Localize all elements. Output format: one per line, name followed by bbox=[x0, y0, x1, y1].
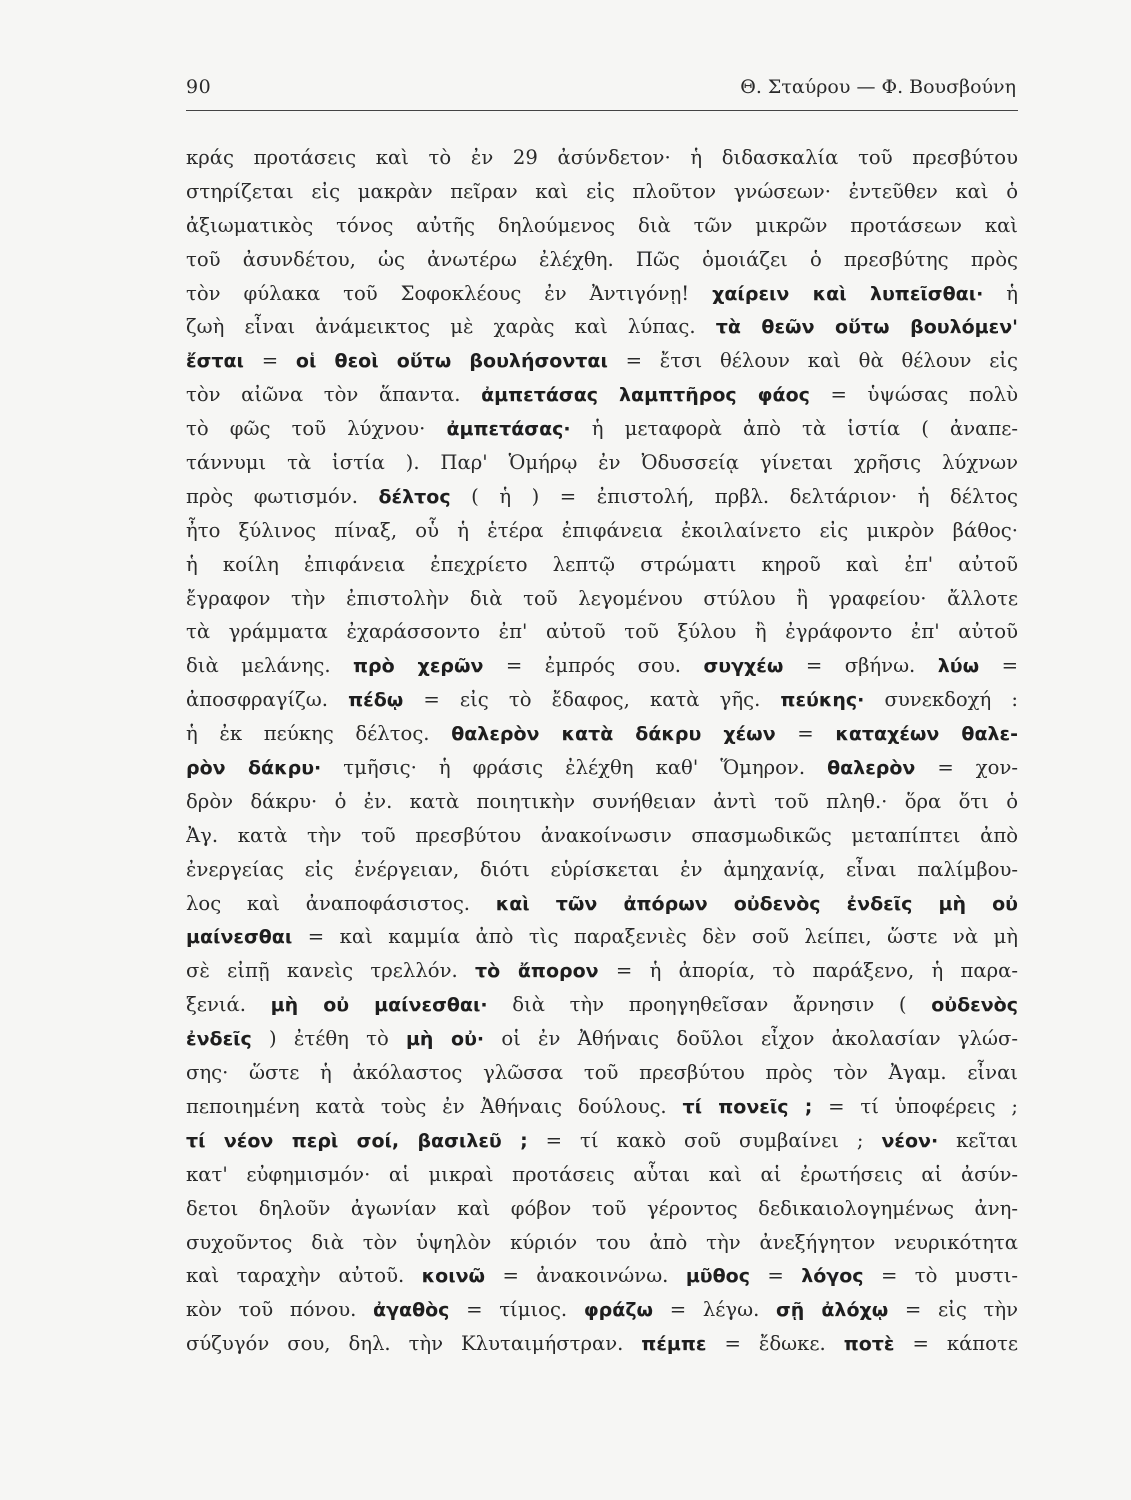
text-run: = bbox=[775, 722, 836, 746]
header-rule bbox=[186, 110, 1018, 111]
text-run: διὰ μελάνης. bbox=[186, 654, 354, 678]
lemma-term: μὴ οὐ μαίνεσθαι· bbox=[270, 994, 488, 1017]
text-run: = ἔδωκε. bbox=[706, 1332, 844, 1356]
text-run: τοῦ ἀσυνδέτου, ὡς ἀνωτέρω ἐλέχθη. Πῶς ὁμοιάζει ὁ πρεσβύτης πρὸς bbox=[186, 247, 1018, 271]
text-run: = ἐμπρός σου. bbox=[483, 654, 704, 678]
text-run: = λέγω. bbox=[653, 1298, 776, 1322]
text-run: = σβήνω. bbox=[783, 654, 938, 678]
text-run: = bbox=[750, 1264, 802, 1288]
text-run: ἡ ἐκ πεύκης δέλτος. bbox=[186, 722, 452, 746]
text-run: = τί κακὸ σοῦ συμβαίνει ; bbox=[527, 1128, 882, 1152]
text-line bbox=[186, 1056, 1018, 1090]
text-run: σὲ εἰπῇ κανεὶς τρελλόν. bbox=[186, 959, 476, 983]
text-run: ( ἡ ) = ἐπιστολή, πρβλ. δελτάριον· ἡ δέλτος bbox=[450, 484, 1018, 508]
text-line bbox=[186, 1293, 1018, 1327]
text-run: κατ' εὐφημισμόν· αἱ μικραὶ προτάσεις αὗται καὶ αἱ ἐρωτήσεις αἱ ἀσύν- bbox=[186, 1162, 1018, 1186]
text-run: οἱ ἐν Ἀθήναις δοῦλοι εἶχον ἀκολασίαν γλώσ- bbox=[484, 1027, 1018, 1051]
text-line bbox=[186, 1259, 1018, 1293]
lemma-term: κοινῶ bbox=[421, 1265, 486, 1288]
text-line bbox=[186, 954, 1018, 988]
lemma-term: πέδῳ bbox=[348, 689, 404, 712]
text-run: ἐνεργείας εἰς ἐνέργειαν, διότι εὑρίσκεται ἐν ἀμηχανίᾳ, εἶναι παλίμβου- bbox=[186, 857, 1018, 881]
text-run: τμῆσις· ἡ φράσις ἐλέχθη καθ' Ὅμηρον. bbox=[321, 756, 828, 780]
lemma-term: μαίνεσθαι bbox=[186, 926, 293, 949]
lemma-term: τί νέον περὶ σοί, βασιλεῦ ; bbox=[186, 1129, 528, 1152]
lemma-term: πεύκης· bbox=[780, 689, 865, 712]
text-run: = ἀνακοινώνω. bbox=[485, 1264, 686, 1288]
lemma-term: πέμπε bbox=[641, 1333, 707, 1356]
text-line bbox=[186, 175, 1018, 209]
lemma-term: ποτὲ bbox=[843, 1333, 895, 1356]
text-run: ἀποσφραγίζω. bbox=[186, 688, 349, 712]
text-run: ἦτο ξύλινος πίναξ, οὗ ἡ ἑτέρα ἐπιφάνεια ἐκοιλαίνετο εἰς μικρὸν βάθος· bbox=[186, 518, 1018, 542]
text-run: πεποιημένη κατὰ τοὺς ἐν Ἀθήναις δούλους. bbox=[186, 1094, 683, 1118]
lemma-term: ἀγαθὸς bbox=[373, 1299, 450, 1322]
lemma-term: οἱ θεοὶ οὕτω βουλήσονται bbox=[295, 350, 608, 373]
lemma-term: καταχέων θαλε- bbox=[835, 723, 1018, 746]
text-run: ἡ κοίλη ἐπιφάνεια ἐπεχρίετο λεπτῷ στρώματι κηροῦ καὶ ἐπ' αὐτοῦ bbox=[186, 552, 1018, 576]
text-run: ) ἐτέθη τὸ bbox=[251, 1027, 406, 1051]
text-run: = καὶ καμμία ἀπὸ τὶς παραξενιὲς δὲν σοῦ λείπει, ὥστε νὰ μὴ bbox=[292, 925, 1018, 949]
text-line bbox=[186, 277, 1018, 311]
text-run: πρὸς φωτισμόν. bbox=[186, 484, 379, 508]
text-run: ἀξιωματικὸς τόνος αὐτῆς δηλούμενος διὰ τῶν μικρῶν προτάσεων καὶ bbox=[186, 213, 1018, 237]
lemma-term: λύω bbox=[937, 655, 980, 678]
text-run: = τίμιος. bbox=[449, 1298, 584, 1322]
lemma-term: ρὸν δάκρυ· bbox=[186, 757, 322, 780]
text-run: τὸν φύλακα τοῦ Σοφοκλέους ἐν Ἀντιγόνῃ! bbox=[186, 281, 713, 305]
text-run: τάννυμι τὰ ἱστία ). Παρ' Ὁμήρῳ ἐν Ὀδυσσείᾳ γίνεται χρῆσις λύχνων bbox=[186, 451, 1018, 475]
running-head: Θ. Σταύρου — Φ. Βουσβούνη bbox=[740, 76, 1016, 98]
lemma-term: ἔσται bbox=[186, 350, 244, 373]
text-line bbox=[186, 785, 1018, 819]
lemma-term: θαλερὸν κατὰ δάκρυ χέων bbox=[451, 723, 776, 746]
text-line bbox=[186, 209, 1018, 243]
text-line bbox=[186, 1192, 1018, 1226]
text-run: = ὑψώσας πολὺ bbox=[809, 383, 1018, 407]
lemma-term: θαλερὸν bbox=[827, 757, 916, 780]
text-run: κεῖται bbox=[938, 1128, 1018, 1152]
lemma-term: δέλτος bbox=[378, 485, 451, 508]
lemma-term: τὸ ἄπορον bbox=[475, 960, 599, 983]
text-run: = τὸ μυστι- bbox=[863, 1264, 1018, 1288]
text-run: = εἰς τὸ ἔδαφος, κατὰ γῆς. bbox=[403, 688, 781, 712]
text-line bbox=[186, 378, 1018, 412]
text-run: Ἀγ. κατὰ τὴν τοῦ πρεσβύτου ἀνακοίνωσιν σπασμωδικῶς μεταπίπτει ἀπὸ bbox=[186, 823, 1018, 847]
text-run: δρὸν δάκρυ· ὁ ἐν. κατὰ ποιητικὴν συνήθειαν ἀντὶ τοῦ πληθ.· ὅρα ὅτι ὁ bbox=[186, 789, 1018, 813]
lemma-term: χαίρειν καὶ λυπεῖσθαι· bbox=[712, 282, 984, 305]
text-line bbox=[186, 1226, 1018, 1260]
text-line bbox=[186, 1158, 1018, 1192]
text-run: ἡ bbox=[983, 281, 1018, 305]
text-run: σης· ὥστε ἡ ἀκόλαστος γλῶσσα τοῦ πρεσβύτου πρὸς τὸν Ἀγαμ. εἶναι bbox=[186, 1061, 1018, 1085]
text-line bbox=[186, 344, 1018, 378]
text-run: = τί ὑποφέρεις ; bbox=[812, 1094, 1018, 1118]
text-run: λος καὶ ἀναποφάσιστος. bbox=[186, 891, 496, 915]
lemma-term: τί πονεῖς ; bbox=[682, 1095, 813, 1118]
text-run: = χον- bbox=[915, 756, 1018, 780]
text-line bbox=[186, 649, 1018, 683]
lemma-term: μὴ οὐ· bbox=[405, 1028, 485, 1051]
lemma-term: καὶ τῶν ἀπόρων οὐδενὸς ἐνδεῖς μὴ οὐ bbox=[495, 892, 1018, 915]
text-line bbox=[186, 582, 1018, 616]
text-line bbox=[186, 887, 1018, 921]
lemma-term: μῦθος bbox=[685, 1265, 750, 1288]
text-run: = ἡ ἀπορία, τὸ παράξενο, ἡ παρα- bbox=[598, 959, 1018, 983]
lemma-term: ἀμπετάσας λαμπτῆρος φάος bbox=[481, 384, 810, 407]
text-run: τὸν αἰῶνα τὸν ἅπαντα. bbox=[186, 383, 482, 407]
text-line bbox=[186, 988, 1018, 1022]
text-line bbox=[186, 615, 1018, 649]
page-header bbox=[186, 76, 1018, 102]
text-run: ἔγραφον τὴν ἐπιστολὴν διὰ τοῦ λεγομένου στύλου ἢ γραφείου· ἄλλοτε bbox=[186, 586, 1018, 610]
text-line bbox=[186, 412, 1018, 446]
text-line bbox=[186, 751, 1018, 785]
lemma-term: νέον· bbox=[881, 1129, 939, 1152]
text-run: στηρίζεται εἰς μακρὰν πεῖραν καὶ εἰς πλοῦτον γνώσεων· ἐντεῦθεν καὶ ὁ bbox=[186, 179, 1018, 203]
lemma-term: λόγος bbox=[801, 1265, 864, 1288]
lemma-term: ἀμπετάσας· bbox=[446, 418, 571, 441]
commentary-text bbox=[186, 141, 1018, 1361]
page-number: 90 bbox=[186, 76, 212, 98]
text-line bbox=[186, 819, 1018, 853]
text-run: = ἔτσι θέλουν καὶ θὰ θέλουν εἰς bbox=[607, 349, 1018, 373]
lemma-term: ἐνδεῖς bbox=[186, 1028, 252, 1051]
text-run: ξενιά. bbox=[186, 993, 271, 1017]
lemma-term: συγχέω bbox=[703, 655, 784, 678]
text-run: = bbox=[243, 349, 296, 373]
text-run: κὸν τοῦ πόνου. bbox=[186, 1298, 374, 1322]
text-line bbox=[186, 717, 1018, 751]
text-line bbox=[186, 480, 1018, 514]
text-run: ζωὴ εἶναι ἀνάμεικτος μὲ χαρὰς καὶ λύπας. bbox=[186, 315, 716, 339]
text-run: = εἰς τὴν bbox=[888, 1298, 1018, 1322]
text-line bbox=[186, 1090, 1018, 1124]
text-run: καὶ ταραχὴν αὐτοῦ. bbox=[186, 1264, 422, 1288]
text-run: τὰ γράμματα ἐχαράσσοντο ἐπ' αὐτοῦ τοῦ ξύλου ἢ ἐγράφοντο ἐπ' αὐτοῦ bbox=[186, 620, 1018, 644]
text-line bbox=[186, 1327, 1018, 1361]
text-run: σύζυγόν σου, δηλ. τὴν Κλυταιμήστραν. bbox=[186, 1332, 642, 1356]
text-line bbox=[186, 514, 1018, 548]
text-line bbox=[186, 1124, 1018, 1158]
text-line bbox=[186, 548, 1018, 582]
text-run: = κάποτε bbox=[894, 1332, 1018, 1356]
text-line bbox=[186, 141, 1018, 175]
lemma-term: πρὸ χερῶν bbox=[353, 655, 484, 678]
lemma-term: τὰ θεῶν οὕτω βουλόμεν' bbox=[715, 316, 1018, 339]
text-line bbox=[186, 446, 1018, 480]
text-line bbox=[186, 243, 1018, 277]
text-run: = bbox=[979, 654, 1018, 678]
text-run: δετοι δηλοῦν ἀγωνίαν καὶ φόβον τοῦ γέροντος δεδικαιολογημένως ἀνη- bbox=[186, 1196, 1018, 1220]
text-run: συχοῦντος διὰ τὸν ὑψηλὸν κύριόν του ἀπὸ τὴν ἀνεξήγητον νευρικότητα bbox=[186, 1230, 1018, 1254]
lemma-term: οὐδενὸς bbox=[931, 994, 1018, 1017]
text-run: ἡ μεταφορὰ ἀπὸ τὰ ἱστία ( ἀναπε- bbox=[570, 417, 1018, 441]
lemma-term: φράζω bbox=[583, 1299, 654, 1322]
text-line bbox=[186, 1022, 1018, 1056]
text-run: κράς προτάσεις καὶ τὸ ἐν 29 ἀσύνδετον· ἡ διδασκαλία τοῦ πρεσβύτου bbox=[186, 146, 1018, 169]
text-line bbox=[186, 920, 1018, 954]
text-run: διὰ τὴν προηγηθεῖσαν ἄρνησιν ( bbox=[487, 993, 932, 1017]
text-run: συνεκδοχή : bbox=[864, 688, 1018, 712]
text-line bbox=[186, 683, 1018, 717]
lemma-term: σῇ ἀλόχῳ bbox=[775, 1299, 889, 1322]
text-run: τὸ φῶς τοῦ λύχνου· bbox=[186, 417, 447, 441]
text-line bbox=[186, 853, 1018, 887]
text-line bbox=[186, 310, 1018, 344]
